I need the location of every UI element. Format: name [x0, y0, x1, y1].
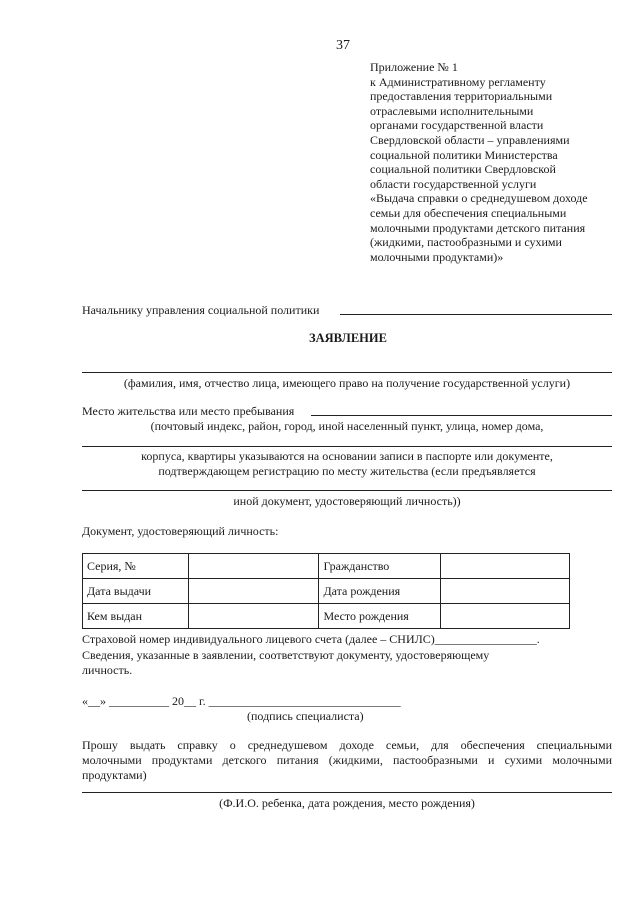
table-row [83, 554, 570, 579]
document-title: ЗАЯВЛЕНИЕ [309, 331, 387, 345]
table-label-cell: Дата выдачи [83, 579, 189, 604]
table-row [83, 579, 570, 604]
id-document-table [82, 553, 570, 629]
applicant-name-field[interactable] [82, 372, 612, 373]
table-row [83, 604, 570, 629]
residence-hint: корпуса, квартиры указываются на основании записи в паспорте или документе, [141, 449, 553, 463]
request-line: молочными продуктами детского питания (жидкими, пастообразными и сухими молочными [82, 753, 612, 767]
child-info-hint: (Ф.И.О. ребенка, дата рождения, место рождения) [219, 796, 475, 810]
birth-date-input[interactable] [441, 579, 570, 604]
table-label-cell: Серия, № [83, 554, 189, 579]
page-number: 37 [336, 38, 350, 53]
child-info-field[interactable] [82, 792, 612, 793]
annex-line: молочными продуктами детского питания [370, 220, 586, 235]
residence-hint: иной документ, удостоверяющий личность)) [233, 494, 461, 508]
series-number-input[interactable] [188, 554, 319, 579]
table-label-cell: Место рождения [319, 604, 441, 629]
signature-hint: (подпись специалиста) [247, 709, 364, 723]
conformity-text: личность. [82, 663, 133, 677]
addressee-label: Начальнику управления социальной политики [82, 303, 320, 317]
annex-line: молочными продуктами)» [370, 249, 504, 264]
annex-line: социальной политики Свердловской [370, 162, 556, 177]
residence-field-3[interactable] [82, 490, 612, 491]
issued-by-input[interactable] [188, 604, 319, 629]
conformity-text: Сведения, указанные в заявлении, соответствуют документу, удостоверяющему [82, 648, 490, 662]
residence-field[interactable] [311, 415, 612, 416]
request-text [82, 753, 612, 768]
request-text [82, 738, 612, 753]
annex-line: семьи для обеспечения специальными [370, 205, 567, 220]
annex-line: Приложение № 1 [370, 60, 458, 74]
annex-line: Свердловской области – управлениями [370, 132, 570, 147]
residence-field-2[interactable] [82, 446, 612, 447]
request-line: Прошу выдать справку о среднедушевом доходе семьи, для обеспечения специальными [82, 738, 612, 752]
annex-line: предоставления территориальными [370, 89, 553, 104]
residence-label: Место жительства или место пребывания [82, 404, 295, 418]
addressee-field[interactable] [340, 314, 612, 315]
citizenship-input[interactable] [441, 554, 570, 579]
annex-line: (жидкими, пастообразными и сухими [370, 235, 562, 250]
annex-line: к Административному регламенту [370, 74, 546, 89]
annex-line: социальной политики Министерства [370, 147, 558, 162]
annex-line: «Выдача справки о среднедушевом доходе [370, 191, 588, 206]
issue-date-input[interactable] [188, 579, 319, 604]
annex-line: области государственной услуги [370, 176, 537, 191]
annex-line: отраслевыми исполнительными [370, 103, 534, 118]
applicant-name-hint: (фамилия, имя, отчество лица, имеющего право на получение государственной услуги) [123, 376, 571, 390]
birth-place-input[interactable] [441, 604, 570, 629]
table-label-cell: Кем выдан [83, 604, 189, 629]
signature-date-line[interactable]: «__» __________ 20__ г. ________________________________ [82, 694, 401, 708]
annex-line: органами государственной власти [370, 118, 544, 133]
id-document-label: Документ, удостоверяющий личность: [82, 524, 279, 538]
annex-block [370, 60, 620, 264]
table-label-cell: Гражданство [319, 554, 441, 579]
table-label-cell: Дата рождения [319, 579, 441, 604]
residence-hint: подтверждающем регистрацию по месту жительства (если предъявляется [158, 464, 536, 478]
request-line: продуктами) [82, 768, 147, 782]
residence-hint: (почтовый индекс, район, город, иной населенный пункт, улица, номер дома, [150, 419, 544, 433]
snils-text: Страховой номер индивидуального лицевого счета (далее – СНИЛС)_________________. [82, 632, 540, 646]
